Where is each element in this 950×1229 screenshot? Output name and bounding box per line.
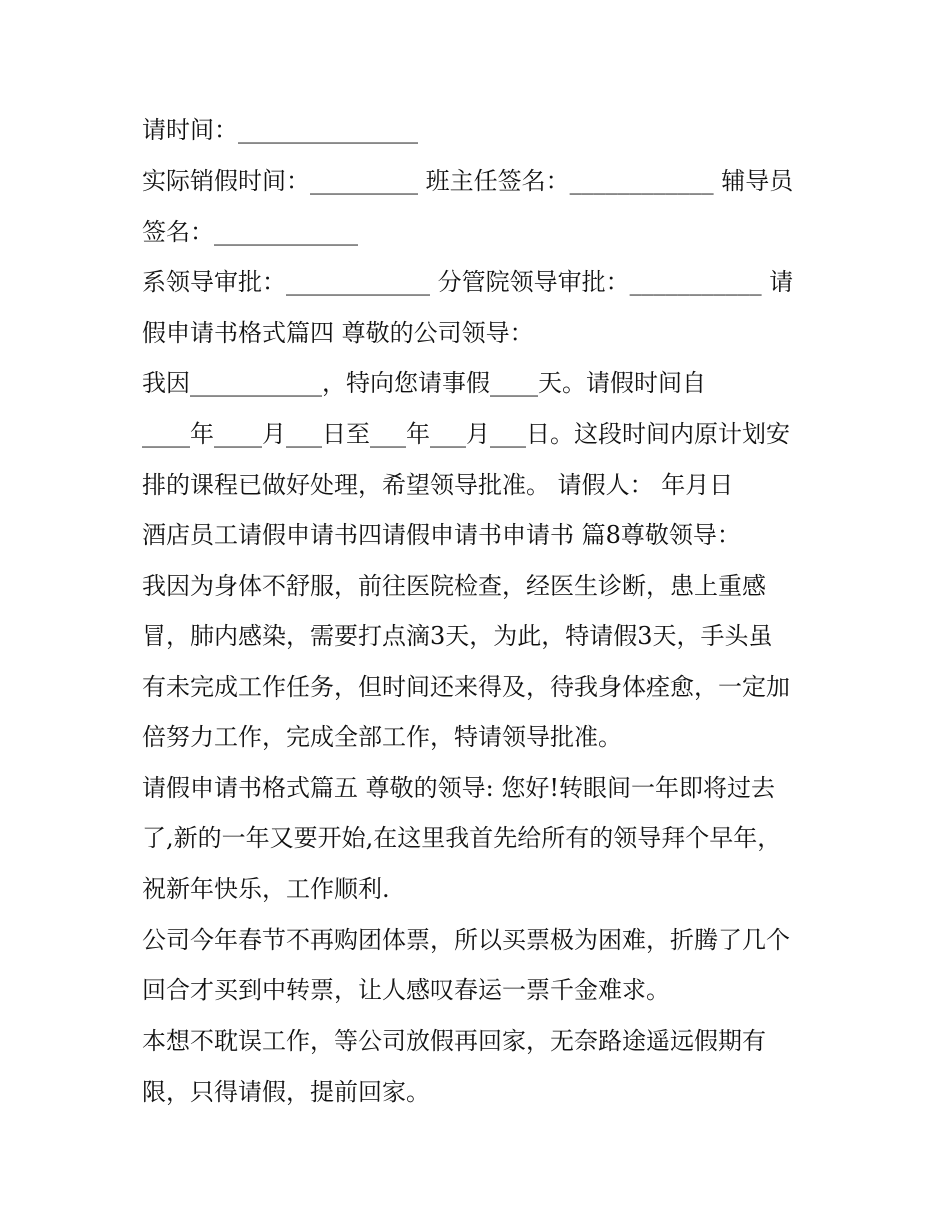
text-line: ____年____月___日至___年___月___日。这段时间内原计划安 [142,420,790,448]
text-line: 冒，肺内感染，需要打点滴3天，为此，特请假3天，手头虽 [142,622,773,650]
text-line: 实际销假时间：_________ 班主任签名：____________ 辅导员 [142,167,794,195]
text-line: 有未完成工作任务，但时间还来得及，待我身体痊愈，一定加 [142,673,790,701]
text-line: 系领导审批：____________ 分管院领导审批：___________ 请 [142,268,794,296]
text-line: 排的课程已做好处理，希望领导批准。 请假人： 年月日 [142,471,734,499]
text-line: 酒店员工请假申请书四请假申请书申请书 篇8尊敬领导： [142,521,741,549]
text-line: 假申请书格式篇四 尊敬的公司领导： [142,319,534,347]
text-line: 公司今年春节不再购团体票，所以买票极为困难，折腾了几个 [142,926,790,954]
text-line: 我因为身体不舒服，前往医院检查，经医生诊断，患上重感 [142,572,766,600]
text-line: 我因___________，特向您请事假____天。请假时间自 [142,369,706,397]
text-line: 签名：____________ [142,218,358,246]
text-line: 倍努力工作，完成全部工作，特请领导批准。 [142,723,622,751]
text-line: 祝新年快乐，工作顺利. [142,875,390,903]
text-line: 限，只得请假，提前回家。 [142,1078,430,1106]
text-line: 了,新的一年又要开始,在这里我首先给所有的领导拜个早年， [142,824,782,852]
text-line: 本想不耽误工作，等公司放假再回家，无奈路途遥远假期有 [142,1027,766,1055]
text-line: 请假申请书格式篇五 尊敬的领导: 您好!转眼间一年即将过去 [142,774,775,802]
text-line: 回合才买到中转票，让人感叹春运一票千金难求。 [142,976,670,1004]
text-line: 请时间：_______________ [142,116,418,144]
